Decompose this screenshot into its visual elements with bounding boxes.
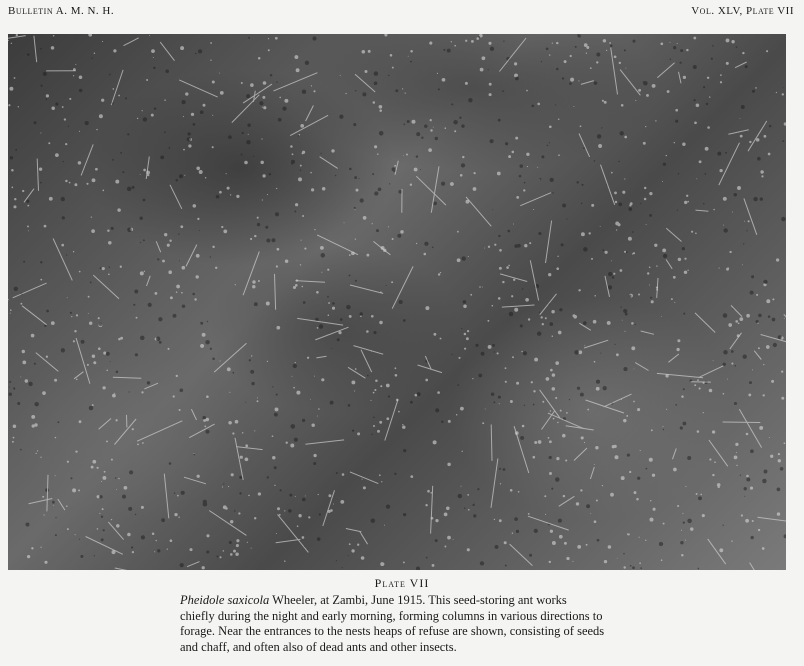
caption-line-2: chiefly during the night and early morning, forming columns in various directions to	[180, 608, 603, 623]
volume-plate-label: Vol. XLV, Plate VII	[691, 5, 794, 17]
plate-photograph	[8, 34, 786, 570]
species-name: Pheidole saxicola	[180, 593, 270, 607]
caption-line-4: and chaff, and often also of dead ants and other insects.	[180, 639, 457, 654]
caption-line-1: Pheidole saxicola Wheeler, at Zambi, June 1915. This seed-storing ant works	[180, 593, 567, 607]
journal-name: Bulletin A. M. N. H.	[8, 5, 115, 17]
page-header	[8, 5, 794, 21]
photo-texture	[8, 34, 786, 570]
plate-title: Plate VII	[374, 576, 430, 590]
caption-line-3: forage. Near the entrances to the nests heaps of refuse are shown, consisting of seeds	[180, 624, 605, 638]
plate-caption	[180, 593, 680, 655]
